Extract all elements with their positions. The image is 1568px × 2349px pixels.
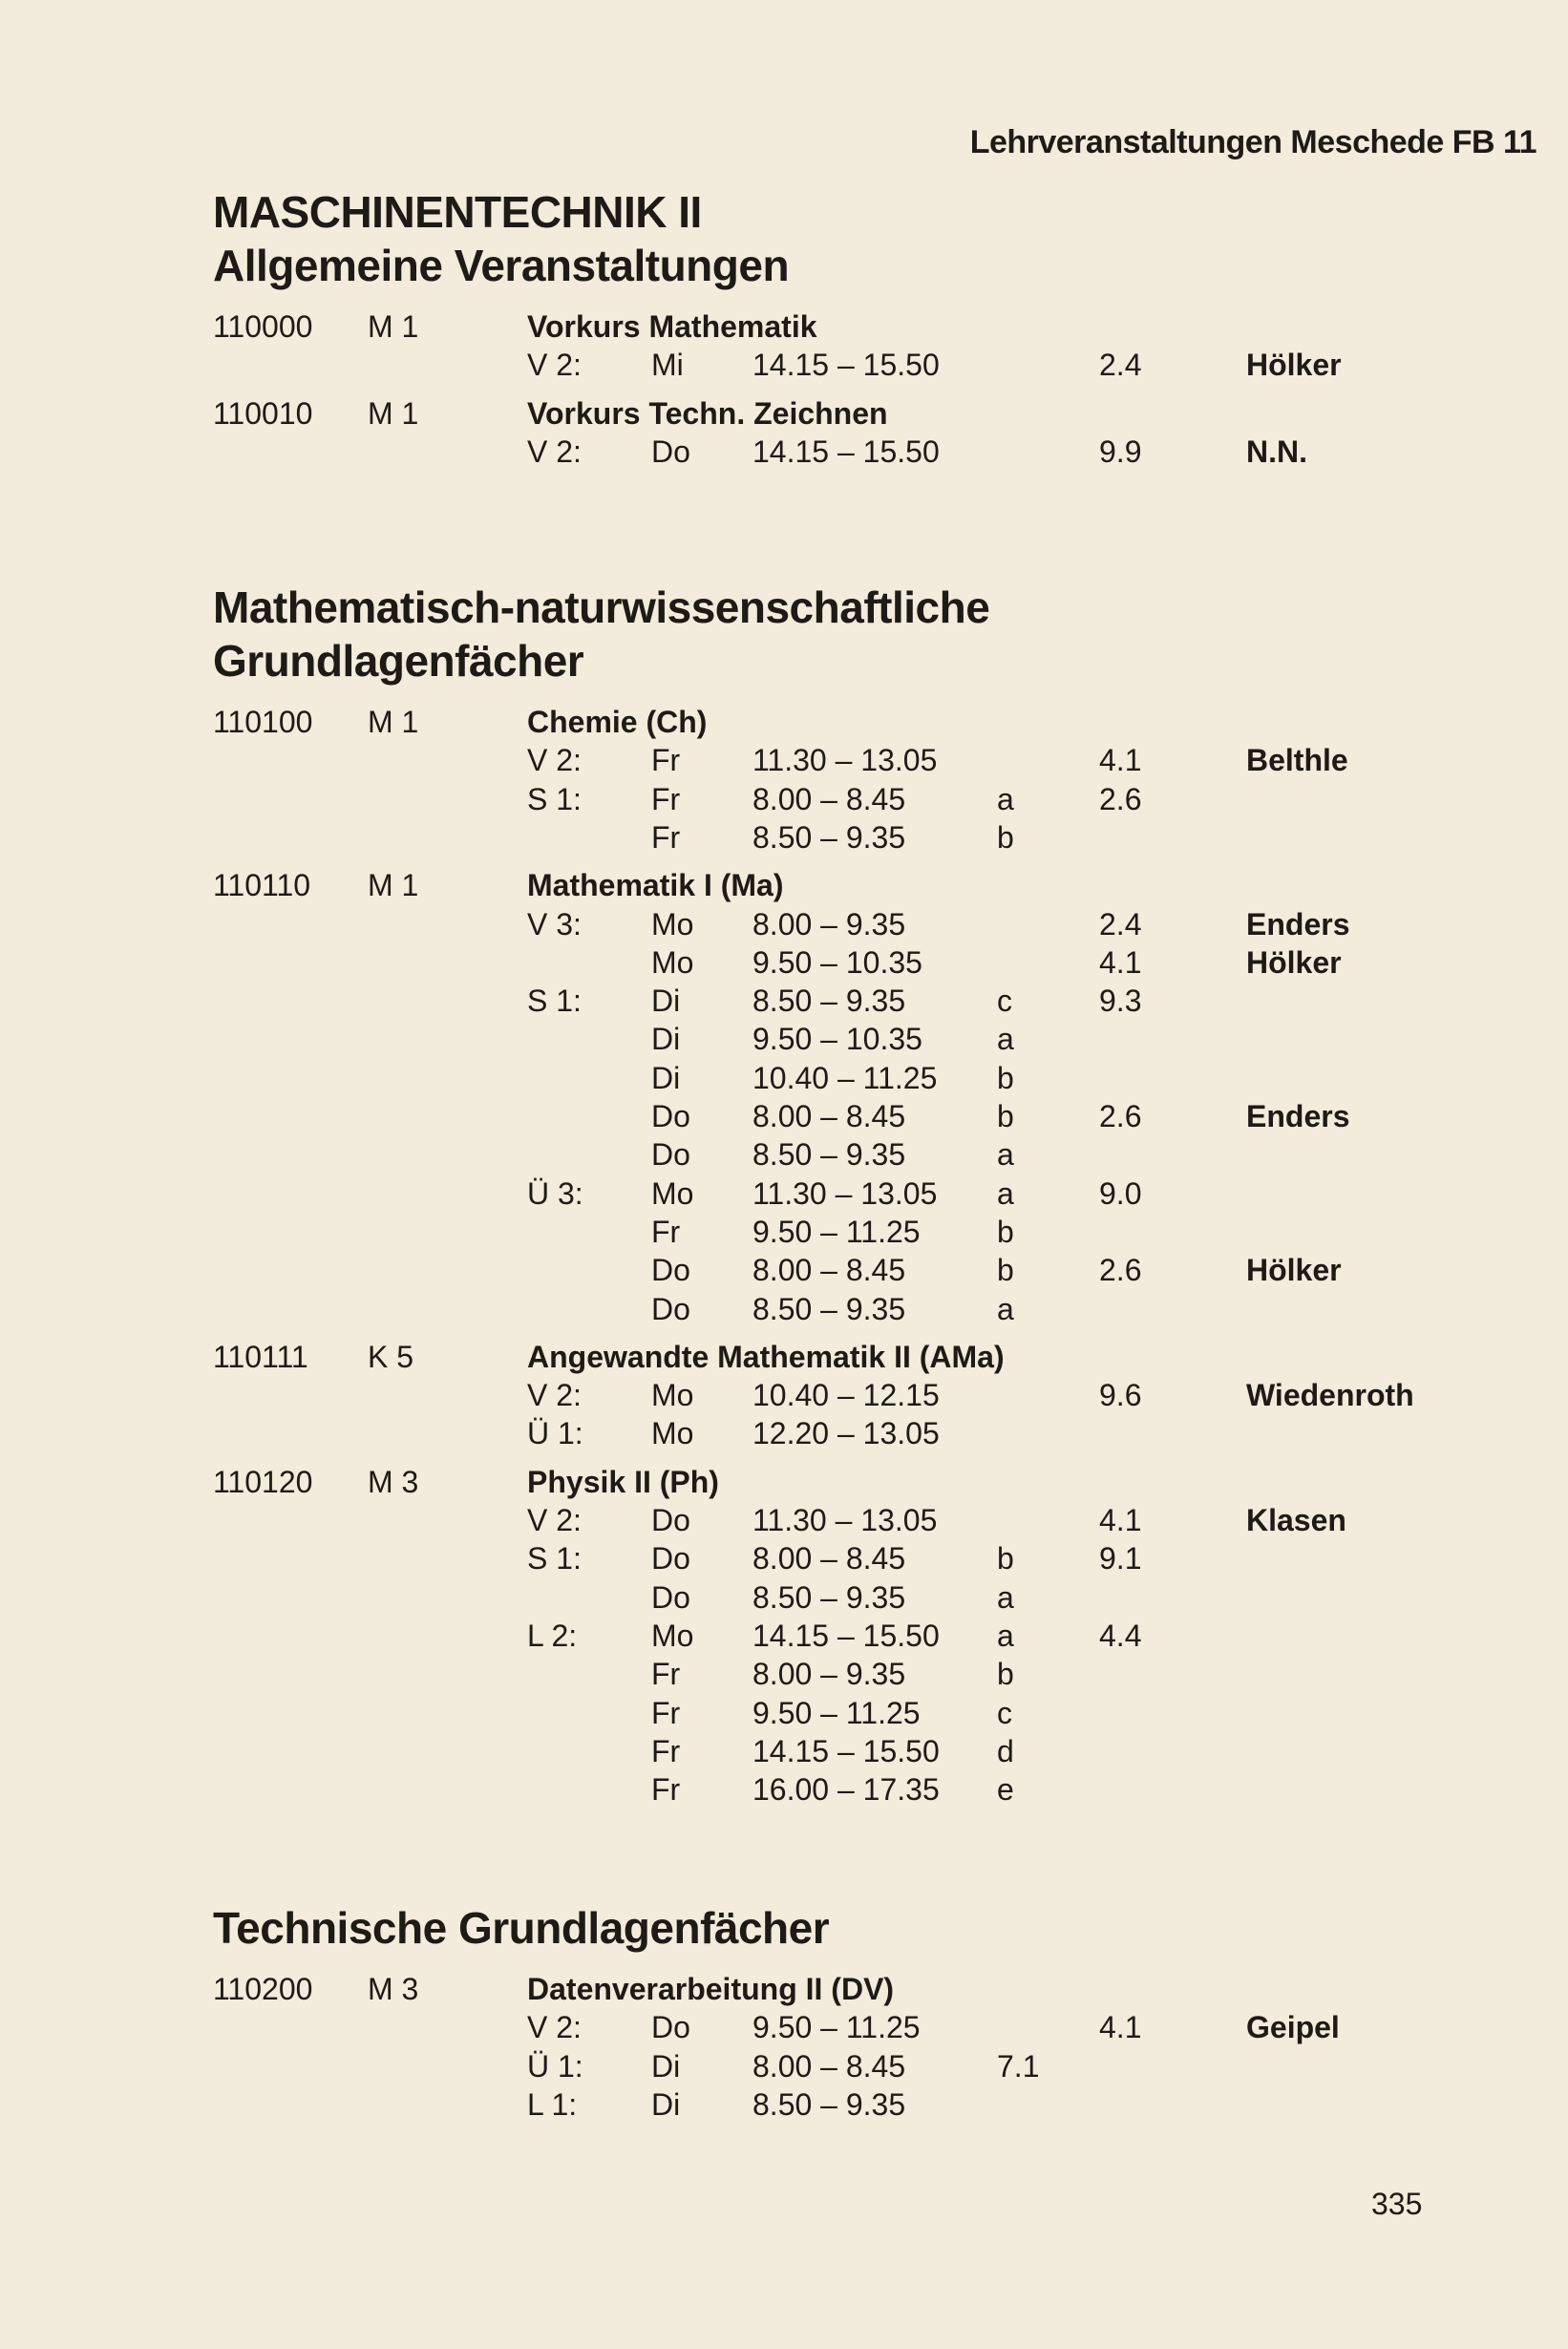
course-header-row	[0, 703, 1568, 741]
course-number: 110200	[213, 1972, 313, 2006]
section-heading: Technische Grundlagenfächer	[213, 1903, 830, 1953]
session-row	[0, 1020, 1568, 1058]
session-row	[0, 2085, 1568, 2124]
session-day: Mo	[651, 1416, 694, 1451]
session-time: 8.00 – 8.45	[752, 1099, 906, 1133]
session-time: 14.15 – 15.50	[752, 1618, 940, 1653]
session-day: Do	[651, 1579, 690, 1615]
session-room: 4.1	[1099, 743, 1142, 778]
course-code: M 3	[368, 1464, 419, 1499]
session-day: Do	[651, 434, 690, 469]
session-group: a	[997, 1137, 1014, 1173]
session-time: 11.30 – 13.05	[752, 1503, 938, 1537]
session-row	[0, 1059, 1568, 1097]
session-row	[0, 780, 1568, 818]
session-type: Ü 3:	[527, 1175, 583, 1211]
session-group: b	[997, 1253, 1014, 1288]
session-day: Di	[651, 2048, 681, 2084]
session-day: Mo	[651, 906, 694, 942]
session-row	[0, 1655, 1568, 1693]
session-row	[0, 1097, 1568, 1135]
course-header-row	[0, 307, 1568, 346]
session-day: Do	[651, 1541, 690, 1577]
session-group: c	[997, 984, 1012, 1019]
session-type: Ü 1:	[527, 1416, 583, 1451]
section-heading: Allgemeine Veranstaltungen	[213, 241, 790, 290]
section-heading: Mathematisch-naturwissenschaftliche	[213, 582, 990, 632]
session-time: 11.30 – 13.05	[752, 1175, 938, 1211]
course-code: M 1	[368, 395, 419, 431]
session-day: Do	[651, 2010, 690, 2045]
session-day: Fr	[651, 1657, 681, 1692]
session-group: a	[997, 1579, 1014, 1615]
course-header-row	[0, 1338, 1568, 1376]
page-number: 335	[1371, 2187, 1423, 2221]
session-group: 7.1	[997, 2048, 1040, 2084]
session-row	[0, 2008, 1568, 2046]
session-day: Mi	[651, 348, 684, 383]
session-time: 10.40 – 11.25	[752, 1060, 938, 1095]
session-time: 8.00 – 8.45	[752, 1253, 906, 1288]
course-title: Mathematik I (Ma)	[527, 868, 784, 903]
session-row	[0, 433, 1568, 471]
session-type: V 2:	[527, 1378, 582, 1413]
session-row	[0, 905, 1568, 943]
course-title: Vorkurs Mathematik	[527, 309, 817, 344]
session-row	[0, 1376, 1568, 1414]
session-time: 14.15 – 15.50	[752, 348, 940, 383]
session-day: Fr	[651, 1772, 681, 1808]
session-group: a	[997, 1291, 1014, 1326]
session-row	[0, 1174, 1568, 1213]
session-row	[0, 1213, 1568, 1251]
session-day: Fr	[651, 1695, 681, 1730]
session-type: L 1:	[527, 2086, 578, 2122]
session-row	[0, 1251, 1568, 1289]
session-time: 14.15 – 15.50	[752, 434, 940, 469]
course-number: 110111	[213, 1339, 308, 1374]
session-time: 9.50 – 10.35	[752, 1022, 922, 1057]
session-time: 8.50 – 9.35	[752, 984, 906, 1019]
session-type: S 1:	[527, 1541, 582, 1577]
session-group: a	[997, 1618, 1014, 1653]
session-group: c	[997, 1695, 1012, 1730]
session-row	[0, 1617, 1568, 1655]
session-lecturer: Wiedenroth	[1246, 1378, 1414, 1413]
course-code: M 3	[368, 1972, 419, 2006]
course-number: 110110	[213, 868, 311, 903]
session-time: 8.50 – 9.35	[752, 2086, 906, 2122]
session-lecturer: Hölker	[1246, 348, 1342, 383]
session-group: e	[997, 1772, 1014, 1808]
session-day: Do	[651, 1503, 690, 1537]
session-type: L 2:	[527, 1618, 578, 1653]
course-title: Physik II (Ph)	[527, 1464, 719, 1499]
session-room: 2.4	[1099, 906, 1142, 942]
session-row	[0, 1501, 1568, 1539]
session-lecturer: Geipel	[1246, 2010, 1340, 2045]
session-day: Fr	[651, 1214, 681, 1249]
session-lecturer: Hölker	[1246, 944, 1342, 980]
session-time: 8.00 – 8.45	[752, 1541, 906, 1577]
session-room: 4.1	[1099, 2010, 1142, 2045]
session-row	[0, 741, 1568, 779]
session-group: b	[997, 819, 1014, 855]
course-title: Datenverarbeitung II (DV)	[527, 1972, 895, 2006]
course-header-row	[0, 1970, 1568, 2008]
session-time: 8.00 – 8.45	[752, 2048, 906, 2084]
session-day: Di	[651, 2086, 681, 2122]
session-type: V 3:	[527, 906, 582, 942]
session-group: a	[997, 1022, 1014, 1057]
session-group: d	[997, 1733, 1014, 1768]
session-lecturer: Enders	[1246, 906, 1350, 942]
session-row	[0, 982, 1568, 1020]
session-day: Fr	[651, 781, 681, 816]
session-row	[0, 1732, 1568, 1770]
session-group: b	[997, 1214, 1014, 1249]
session-day: Di	[651, 984, 681, 1019]
session-lecturer: Hölker	[1246, 1253, 1342, 1288]
session-group: b	[997, 1541, 1014, 1577]
session-room: 2.6	[1099, 781, 1142, 816]
session-time: 8.00 – 9.35	[752, 906, 906, 942]
session-type: Ü 1:	[527, 2048, 583, 2084]
session-time: 9.50 – 11.25	[752, 1695, 921, 1730]
section-heading: MASCHINENTECHNIK II	[213, 187, 702, 237]
session-day: Do	[651, 1253, 690, 1288]
session-time: 8.00 – 9.35	[752, 1657, 906, 1692]
session-room: 9.3	[1099, 984, 1142, 1019]
session-lecturer: Belthle	[1246, 743, 1348, 778]
course-number: 110100	[213, 705, 313, 739]
course-header-row	[0, 866, 1568, 904]
session-time: 8.50 – 9.35	[752, 1137, 906, 1173]
session-time: 12.20 – 13.05	[752, 1416, 940, 1451]
session-day: Di	[651, 1060, 681, 1095]
session-room: 2.4	[1099, 348, 1142, 383]
session-lecturer: Enders	[1246, 1099, 1350, 1133]
course-title: Chemie (Ch)	[527, 705, 708, 739]
session-group: a	[997, 1175, 1014, 1211]
session-time: 10.40 – 12.15	[752, 1378, 940, 1413]
session-row	[0, 1694, 1568, 1732]
course-code: K 5	[368, 1339, 414, 1374]
session-time: 8.50 – 9.35	[752, 819, 906, 855]
course-number: 110120	[213, 1464, 313, 1499]
session-time: 8.00 – 8.45	[752, 781, 906, 816]
course-title: Vorkurs Techn. Zeichnen	[527, 395, 888, 431]
session-row	[0, 346, 1568, 384]
session-row	[0, 1770, 1568, 1809]
session-day: Do	[651, 1099, 690, 1133]
session-time: 8.50 – 9.35	[752, 1579, 906, 1615]
session-time: 14.15 – 15.50	[752, 1733, 940, 1768]
course-header-row	[0, 1463, 1568, 1501]
session-row	[0, 1135, 1568, 1174]
session-day: Mo	[651, 1378, 694, 1413]
session-type: V 2:	[527, 434, 582, 469]
course-header-row	[0, 394, 1568, 433]
course-code: M 1	[368, 868, 419, 903]
course-number: 110000	[213, 309, 313, 344]
session-time: 16.00 – 17.35	[752, 1772, 940, 1808]
session-time: 8.50 – 9.35	[752, 1291, 906, 1326]
running-header: Lehrveranstaltungen Meschede FB 11	[969, 124, 1536, 160]
session-row	[0, 818, 1568, 857]
course-code: M 1	[368, 309, 419, 344]
session-room: 2.6	[1099, 1253, 1142, 1288]
course-number: 110010	[213, 395, 313, 431]
session-row	[0, 1539, 1568, 1577]
session-row	[0, 2047, 1568, 2085]
session-type: V 2:	[527, 1503, 582, 1537]
session-time: 11.30 – 13.05	[752, 743, 938, 778]
session-day: Fr	[651, 1733, 681, 1768]
session-day: Di	[651, 1022, 681, 1057]
session-day: Mo	[651, 1175, 694, 1211]
session-row	[0, 1290, 1568, 1328]
session-type: V 2:	[527, 743, 582, 778]
session-room: 9.6	[1099, 1378, 1142, 1413]
session-type: V 2:	[527, 348, 582, 383]
session-room: 9.1	[1099, 1541, 1142, 1577]
course-title: Angewandte Mathematik II (AMa)	[527, 1339, 1005, 1374]
session-day: Fr	[651, 819, 681, 855]
section-heading: Grundlagenfächer	[213, 636, 584, 686]
session-time: 9.50 – 11.25	[752, 2010, 921, 2045]
course-code: M 1	[368, 705, 419, 739]
session-day: Mo	[651, 944, 694, 980]
session-lecturer: N.N.	[1246, 434, 1307, 469]
session-row	[0, 1578, 1568, 1617]
session-group: b	[997, 1060, 1014, 1095]
session-group: a	[997, 781, 1014, 816]
session-room: 4.1	[1099, 1503, 1142, 1537]
session-time: 9.50 – 10.35	[752, 944, 922, 980]
session-room: 9.9	[1099, 434, 1142, 469]
session-room: 4.4	[1099, 1618, 1142, 1653]
session-type: S 1:	[527, 781, 582, 816]
session-group: b	[997, 1657, 1014, 1692]
session-row	[0, 1414, 1568, 1452]
session-type: S 1:	[527, 984, 582, 1019]
session-type: V 2:	[527, 2010, 582, 2045]
session-room: 9.0	[1099, 1175, 1142, 1211]
session-time: 9.50 – 11.25	[752, 1214, 921, 1249]
session-room: 2.6	[1099, 1099, 1142, 1133]
session-day: Do	[651, 1291, 690, 1326]
session-day: Mo	[651, 1618, 694, 1653]
session-group: b	[997, 1099, 1014, 1133]
session-day: Do	[651, 1137, 690, 1173]
session-lecturer: Klasen	[1246, 1503, 1346, 1537]
session-day: Fr	[651, 743, 681, 778]
session-row	[0, 943, 1568, 982]
session-room: 4.1	[1099, 944, 1142, 980]
